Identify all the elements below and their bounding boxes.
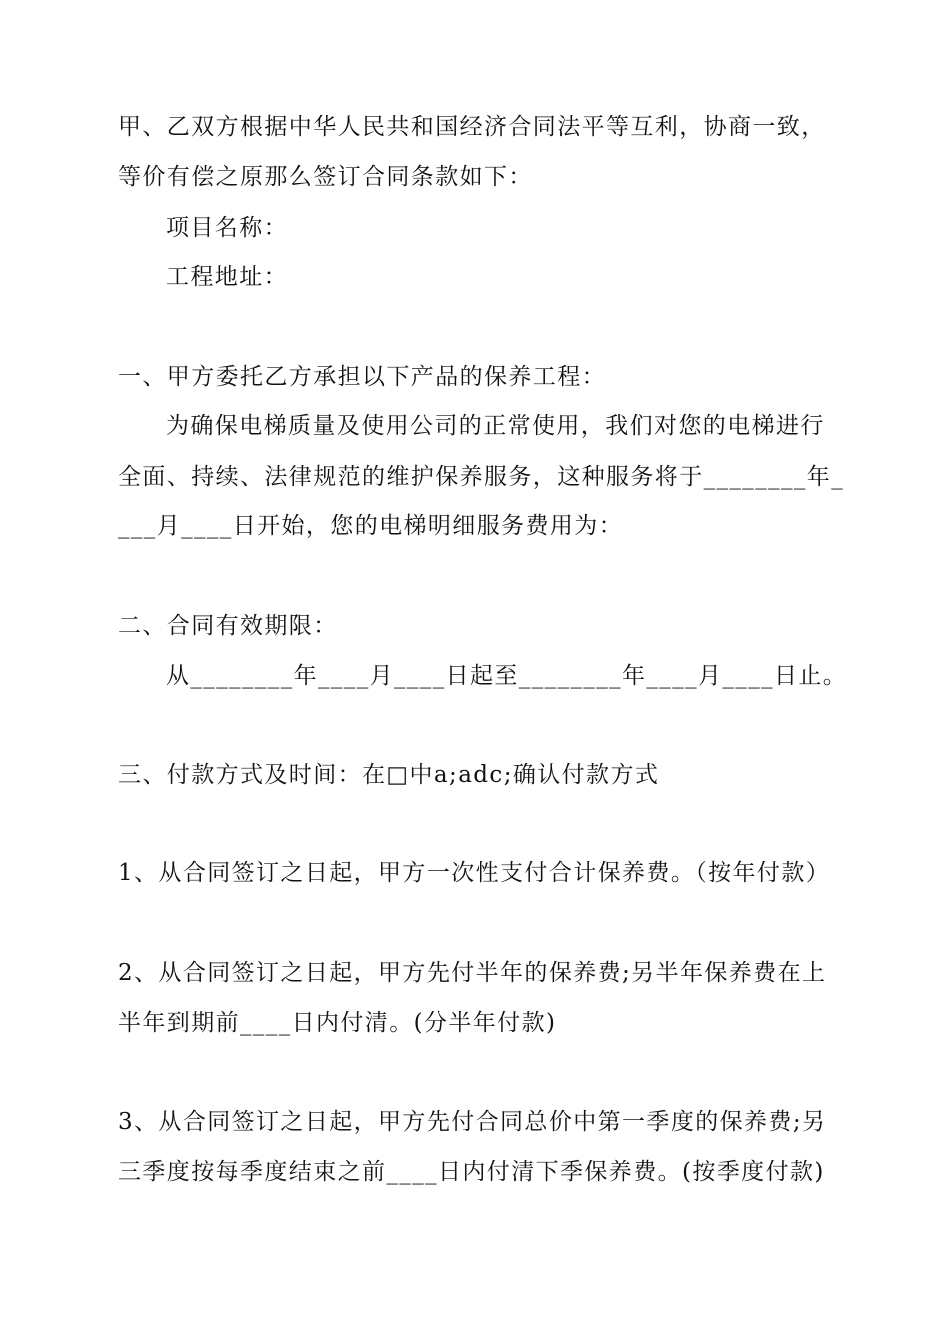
payment-option-2-line-2: 半年到期前____日内付清。(分半年付款) — [118, 1010, 557, 1036]
contract-period-line: 从________年____月____日起至________年____月____日止。 — [166, 663, 848, 689]
payment-option-3-line-1: 3、从合同签订之日起，甲方先付合同总价中第一季度的保养费;另 — [118, 1109, 827, 1135]
section-1-heading: 一、甲方委托乙方承担以下产品的保养工程： — [118, 364, 606, 390]
preamble-line-2: 等价有偿之原那么签订合同条款如下： — [118, 164, 533, 190]
section-3-heading: 三、付款方式及时间：在□中a;adc;确认付款方式 — [118, 762, 660, 788]
section-2-heading: 二、合同有效期限： — [118, 613, 338, 639]
payment-option-2-line-1: 2、从合同签订之日起，甲方先付半年的保养费;另半年保养费在上 — [118, 960, 827, 986]
payment-option-1: 1、从合同签订之日起，甲方一次性支付合计保养费。（按年付款） — [118, 860, 831, 886]
project-name-label: 项目名称： — [166, 215, 288, 241]
preamble-line-1: 甲、乙双方根据中华人民共和国经济合同法平等互利，协商一致， — [118, 114, 826, 140]
section-1-para-line-3: ___月____日开始，您的电梯明细服务费用为： — [118, 513, 624, 539]
payment-option-3-line-2: 三季度按每季度结束之前____日内付清下季保养费。(按季度付款) — [118, 1159, 825, 1185]
project-address-label: 工程地址： — [166, 264, 288, 290]
section-1-para-line-2: 全面、持续、法律规范的维护保养服务，这种服务将于________年_ — [118, 464, 845, 490]
section-1-para-line-1: 为确保电梯质量及使用公司的正常使用，我们对您的电梯进行 — [166, 413, 825, 439]
